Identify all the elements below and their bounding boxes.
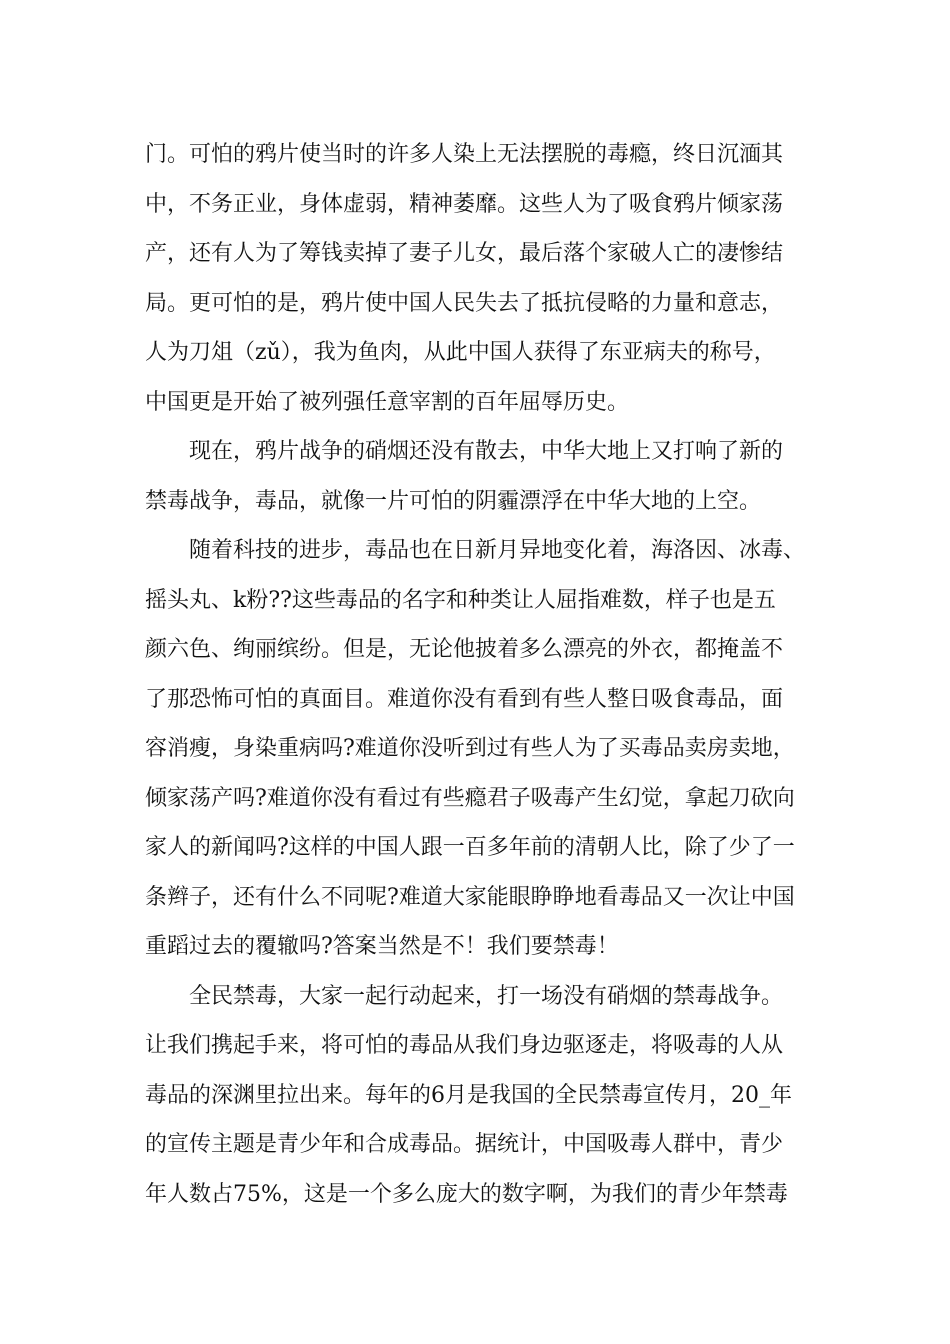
text-line: 了那恐怖可怕的真面目。难道你没有看到有些人整日吸食毒品，面 — [145, 686, 784, 712]
text-line: 容消瘦，身染重病吗?难道你没听到过有些人为了买毒品卖房卖地， — [145, 736, 795, 761]
text-line: 禁毒战争，毒品，就像一片可怕的阴霾漂浮在中华大地的上空。 — [145, 488, 762, 514]
text-line: 条辫子，还有什么不同呢?难道大家能眼睁睁地看毒品又一次让中国 — [145, 884, 795, 910]
text-line: 颜六色、绚丽缤纷。但是，无论他披着多么漂亮的外衣，都掩盖不 — [145, 637, 784, 662]
text-line: 产，还有人为了筹钱卖掉了妻子儿女，最后落个家破人亡的凄惨结 — [145, 241, 784, 266]
body-text — [145, 130, 825, 1219]
text-line: 重蹈过去的覆辙吗?答案当然是不！我们要禁毒！ — [145, 934, 619, 959]
text-line: 中，不务正业，身体虚弱，精神萎靡。这些人为了吸食鸦片倾家荡 — [145, 191, 784, 217]
text-line: 的宣传主题是青少年和合成毒品。据统计，中国吸毒人群中，青少 — [145, 1132, 784, 1157]
text-line: 人为刀俎（zǔ），我为鱼肉，从此中国人获得了东亚病夫的称号， — [145, 340, 776, 365]
text-line: 毒品的深渊里拉出来。每年的6月是我国的全民禁毒宣传月，20_年 — [145, 1082, 792, 1108]
text-line: 摇头丸、k粉??这些毒品的名字和种类让人屈指难数，样子也是五 — [145, 587, 776, 613]
text-line: 局。更可怕的是，鸦片使中国人民失去了抵抗侵略的力量和意志， — [145, 290, 784, 316]
text-line: 让我们携起手来，将可怕的毒品从我们身边驱逐走，将吸毒的人从 — [145, 1033, 784, 1058]
text-line: 年人数占75%，这是一个多么庞大的数字啊，为我们的青少年禁毒 — [145, 1181, 788, 1207]
text-line: 中国更是开始了被列强任意宰割的百年屈辱历史。 — [145, 389, 630, 415]
paragraph-start-line: 现在，鸦片战争的硝烟还没有散去，中华大地上又打响了新的 — [189, 439, 784, 464]
text-line: 家人的新闻吗?这样的中国人跟一百多年前的清朝人比，除了少了一 — [145, 835, 795, 860]
text-line: 门。可怕的鸦片使当时的许多人染上无法摆脱的毒瘾，终日沉湎其 — [145, 142, 784, 167]
paragraph-start-line: 随着科技的进步，毒品也在日新月异地变化着，海洛因、冰毒、 — [189, 538, 806, 563]
text-line: 倾家荡产吗?难道你没有看过有些瘾君子吸毒产生幻觉，拿起刀砍向 — [145, 785, 795, 811]
paragraph-start-line: 全民禁毒，大家一起行动起来，打一场没有硝烟的禁毒战争。 — [189, 983, 784, 1009]
